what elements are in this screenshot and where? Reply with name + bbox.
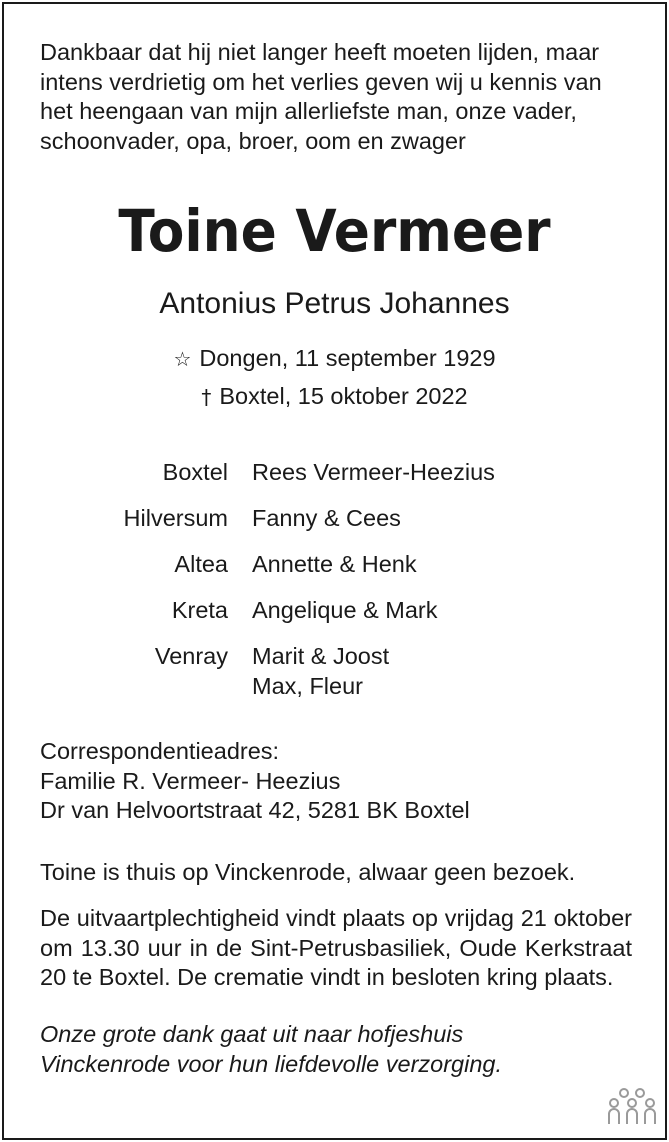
death-line [0,381,669,412]
family-names: Fanny & Cees [252,505,401,531]
family-place: Hilversum [123,505,228,531]
death-text: Boxtel, 15 oktober 2022 [219,383,468,409]
birth-text: Dongen, 11 september 1929 [199,345,496,371]
cross-icon: † [201,385,212,409]
deceased-name: Toine Vermeer [118,197,551,265]
visit-note: Toine is thuis op Vinckenrode, alwaar geen bezoek. [40,859,576,885]
ceremony-details: De uitvaartplechtigheid vindt plaats op vrijdag 21 oktober om 13.30 uur in de Sint-Petrusbasiliek, Oude Kerkstraat 20 te Boxtel. De crematie vindt in besloten kring plaats. [40,905,632,990]
deceased-full-name: Antonius Petrus Johannes [159,287,510,320]
correspondence-address [40,737,632,826]
family-names: Angelique & Mark [252,597,438,623]
family-names: Annette & Henk [252,551,417,577]
family-names: Rees Vermeer-Heezius [252,459,495,485]
star-icon: ☆ [173,347,192,371]
birth-line [0,343,669,374]
family-place: Venray [154,643,228,669]
correspondence-heading: Correspondentieadres: [40,738,280,764]
correspondence-line-2: Dr van Helvoortstraat 42, 5281 BK Boxtel [40,797,470,823]
family-place: Kreta [171,597,228,623]
intro-text: Dankbaar dat hij niet langer heeft moeten lijden, maar intens verdrietig om het verlies geven wij u kennis van het heengaan van mijn allerliefste man, onze vader, schoonvader, opa, broer, oom en zwager [40,39,602,154]
people-group-logo-icon [607,1086,657,1126]
family-place: Altea [174,551,228,577]
thanks-text: Onze grote dank gaat uit naar hofjeshuis Vinckenrode voor hun liefdevolle verzorging. [40,1021,503,1077]
family-names: Marit & Joost [252,643,390,669]
family-place: Boxtel [162,459,228,485]
correspondence-line-1: Familie R. Vermeer- Heezius [40,767,341,794]
family-grandchildren: Max, Fleur [252,673,363,699]
